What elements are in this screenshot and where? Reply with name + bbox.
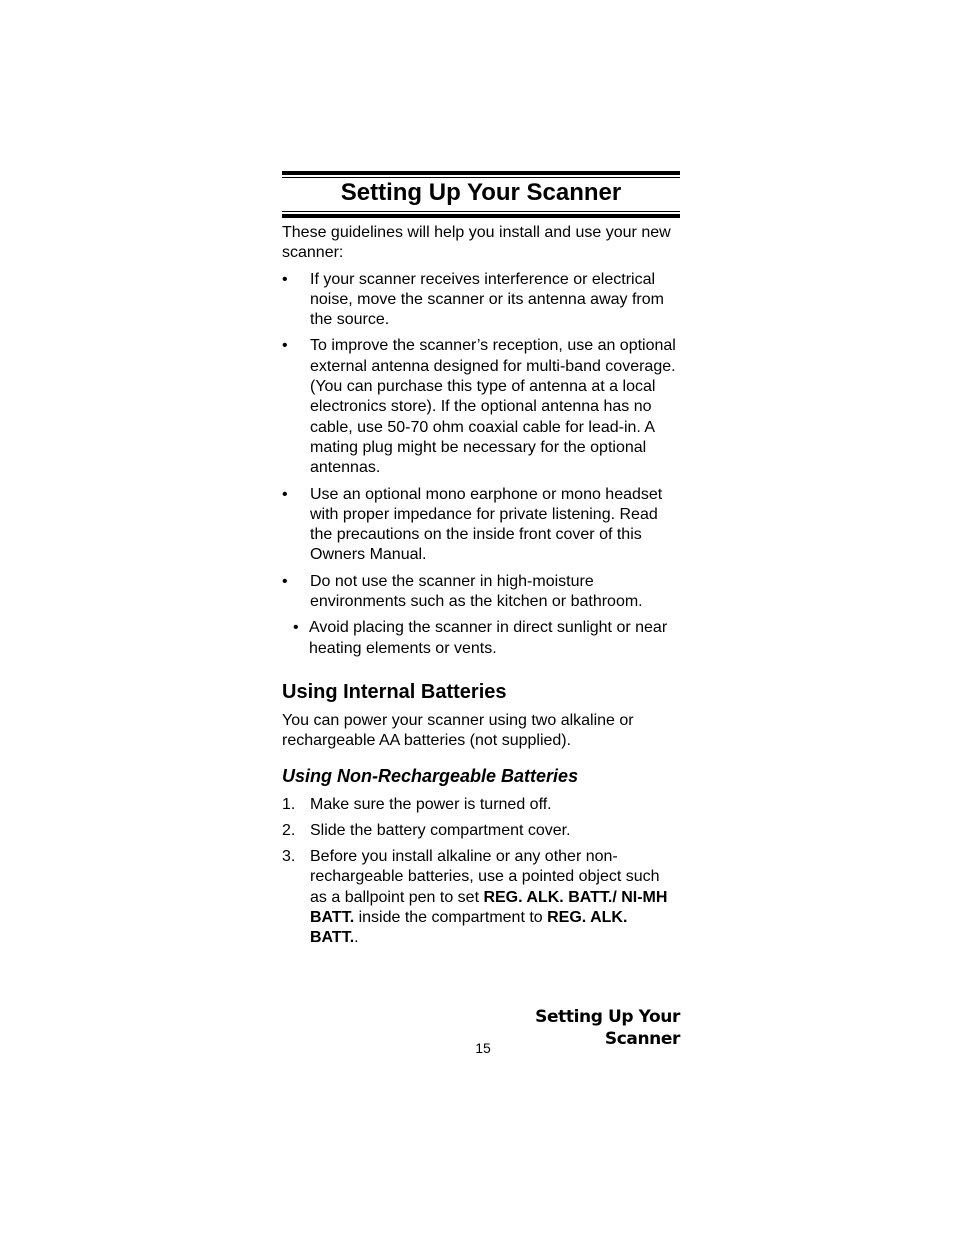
page-number: 15 (475, 1040, 491, 1056)
bullet-mark: • (293, 619, 299, 637)
list-item-text: Use an optional mono earphone or mono headset with proper impedance for private listening. Read the precautions on the inside front cover of this Owners Manual. (310, 485, 663, 564)
guidelines-list (282, 270, 680, 659)
list-item (282, 336, 680, 478)
step-number: 3. (282, 848, 296, 866)
list-item (282, 618, 680, 659)
subsection-heading: Using Non-Rechargeable Batteries (282, 765, 579, 786)
footer-running-title: Setting Up Your Scanner (535, 1007, 680, 1049)
list-item-text: To improve the scanner’s reception, use an optional external antenna designed for multi-band coverage. (You can purchase this type of antenna at a local electronics store). If the optional antenna has no cable, use 50-70 ohm coaxial cable for lead-in. A mating plug might be necessary for the optional antennas. (310, 337, 676, 477)
list-item-text: If your scanner receives interference or electrical noise, move the scanner or its antenna away from the source. (310, 270, 664, 329)
intro-paragraph: These guidelines will help you install and use your new scanner: (282, 224, 671, 262)
step-text: Slide the battery compartment cover. (310, 821, 571, 839)
bullet-mark: • (282, 485, 288, 503)
list-item (282, 572, 680, 613)
title-block (282, 171, 680, 219)
bullet-mark: • (282, 572, 288, 590)
title-bottom-rule-thick (282, 214, 680, 218)
step-item (282, 847, 680, 948)
title-top-rule-thin (282, 177, 680, 178)
step-item (282, 821, 680, 841)
bullet-mark: • (282, 270, 288, 288)
list-item-text: Do not use the scanner in high-moisture environments such as the kitchen or bathroom. (310, 572, 643, 611)
step-text: Before you install alkaline or any other non-rechargeable batteries, use a pointed object such as a ballpoint pen to set (310, 848, 660, 906)
title-top-rule-thick (282, 171, 680, 175)
bullet-mark: • (282, 337, 288, 355)
step-bold-setting: REG. ALK. BATT./ NI-MH BATT. (310, 888, 668, 927)
list-item-text: Avoid placing the scanner in direct sunlight or near heating elements or vents. (309, 619, 668, 657)
step-number: 1. (282, 795, 296, 813)
page-title: Setting Up Your Scanner (340, 179, 622, 206)
step-text: Make sure the power is turned off. (310, 795, 552, 813)
steps-list (282, 795, 680, 949)
list-item (282, 485, 680, 566)
step-bold-setting: REG. ALK. BATT. (310, 909, 628, 947)
manual-page (282, 171, 680, 949)
list-item (282, 270, 680, 331)
title-bottom-rule-thin (282, 211, 680, 212)
section-intro-paragraph: You can power your scanner using two alkaline or rechargeable AA batteries (not supplied). (282, 711, 634, 750)
step-item (282, 795, 680, 815)
step-text: . (354, 929, 359, 947)
section-heading: Using Internal Batteries (282, 680, 507, 703)
step-text: inside the compartment to (354, 909, 548, 927)
step-number: 2. (282, 821, 296, 839)
